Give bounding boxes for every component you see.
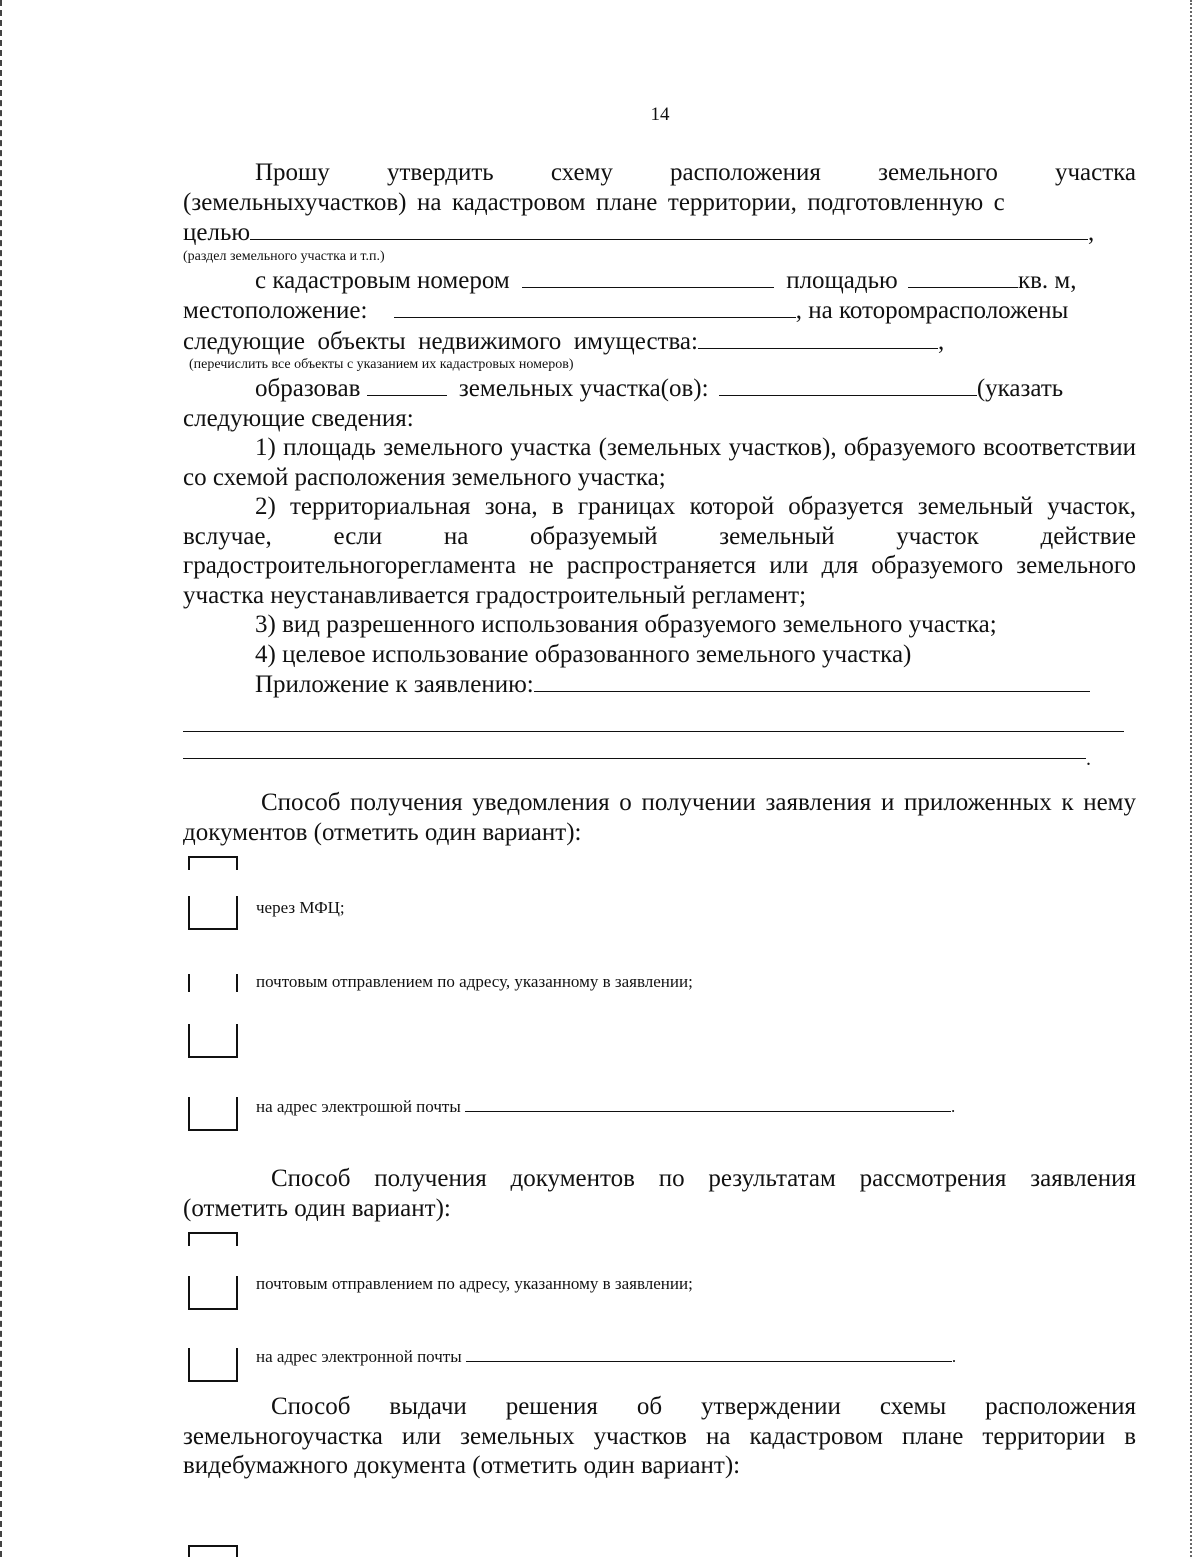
purpose-line: целью , [183,219,1095,246]
info-item-2: 2) территориальная зона, в границах которой образуется земельный участок, вслучае, если на образуемый земельный участок действие градостроительногорегламента не распространяется или для образуемого земельного участка неустанавливается градостроительный регламент; [183,493,1136,609]
objects-hint: (перечислить все объекты с указанием их кадастровых номеров) [189,357,574,372]
notification-email-field[interactable] [465,1096,951,1112]
scan-left-edge [0,0,5,1557]
decision-heading: Способ выдачи решения об утверждении схемы расположения земельногоучастка или земельных участков на кадастровом плане территории в видебумажного документа (отметить один вариант): [183,1393,1136,1479]
request-line-2: (земельныхучастков) на кадастровом плане территории, подготовленную с [183,188,1005,216]
decision-checkbox-0[interactable] [188,1545,238,1557]
objects-field[interactable] [698,326,938,349]
attachment-field[interactable] [534,669,1090,692]
attachment-line-2[interactable] [183,731,1124,732]
info-item-3: 3) вид разрешенного использования образуемого земельного участка; [255,611,997,638]
forming-line: образовав земельных участка(ов): (указать [255,375,1064,402]
scan-right-edge [1188,0,1192,1557]
info-intro: следующие сведения: [183,404,414,432]
purpose-hint: (раздел земельного участка и т.п.) [183,248,385,264]
option-post-label: почтовым отправлением по адресу, указанному в заявлении; [256,972,693,991]
attachment-line-3[interactable] [183,758,1086,759]
results-heading: Способ получения документов по результатам рассмотрения заявления (отметить один вариант): [183,1165,1136,1222]
info-item-4: 4) целевое использование образованного земельного участка) [255,640,912,668]
request-section [183,158,1136,700]
page-number: 14 [650,104,670,125]
area-field[interactable] [908,265,1018,288]
plots-count-field[interactable] [367,373,447,396]
notification-checkbox-3[interactable] [188,1024,238,1058]
results-email-field[interactable] [466,1346,952,1362]
cadastral-number-field[interactable] [522,265,774,288]
notification-heading: Способ получения уведомления о получении заявления и приложенных к нему документов (отметить один вариант): [183,789,1136,846]
results-option-post-label: почтовым отправлением по адресу, указанному в заявлении; [256,1274,693,1293]
results-option-email-line: на адрес электронной почты . [256,1347,957,1366]
attachment-end-dot: . [1086,748,1091,770]
notification-checkbox-0[interactable] [188,856,238,870]
option-mfc-label: через МФЦ; [256,898,345,917]
option-email-line: на адрес электрошюй почты . [256,1097,956,1116]
notification-checkbox-email[interactable] [188,1097,238,1131]
results-checkbox-post[interactable] [188,1276,238,1310]
notification-checkbox-post[interactable] [188,974,238,992]
location-field[interactable] [394,295,796,318]
purpose-field[interactable] [250,217,1088,240]
objects-line: следующие объекты недвижимого имущества: , [183,327,945,355]
attachment-line: Приложение к заявлению: [183,669,1136,700]
results-checkbox-email[interactable] [188,1348,238,1382]
request-line-1: Прошу утвердить схему расположения земельного участка [255,159,1137,186]
cadastral-line: с кадастровым номером площадью кв. м, [255,266,1077,294]
results-checkbox-0[interactable] [188,1232,238,1246]
info-item-1: 1) площадь земельного участка (земельных участков), образуемого всоответствии со схемой расположения земельного участка; [183,434,1136,491]
location-line: местоположение: , на которомрасположены [183,297,1069,324]
notification-checkbox-mfc[interactable] [188,896,238,930]
plots-field[interactable] [719,373,977,396]
